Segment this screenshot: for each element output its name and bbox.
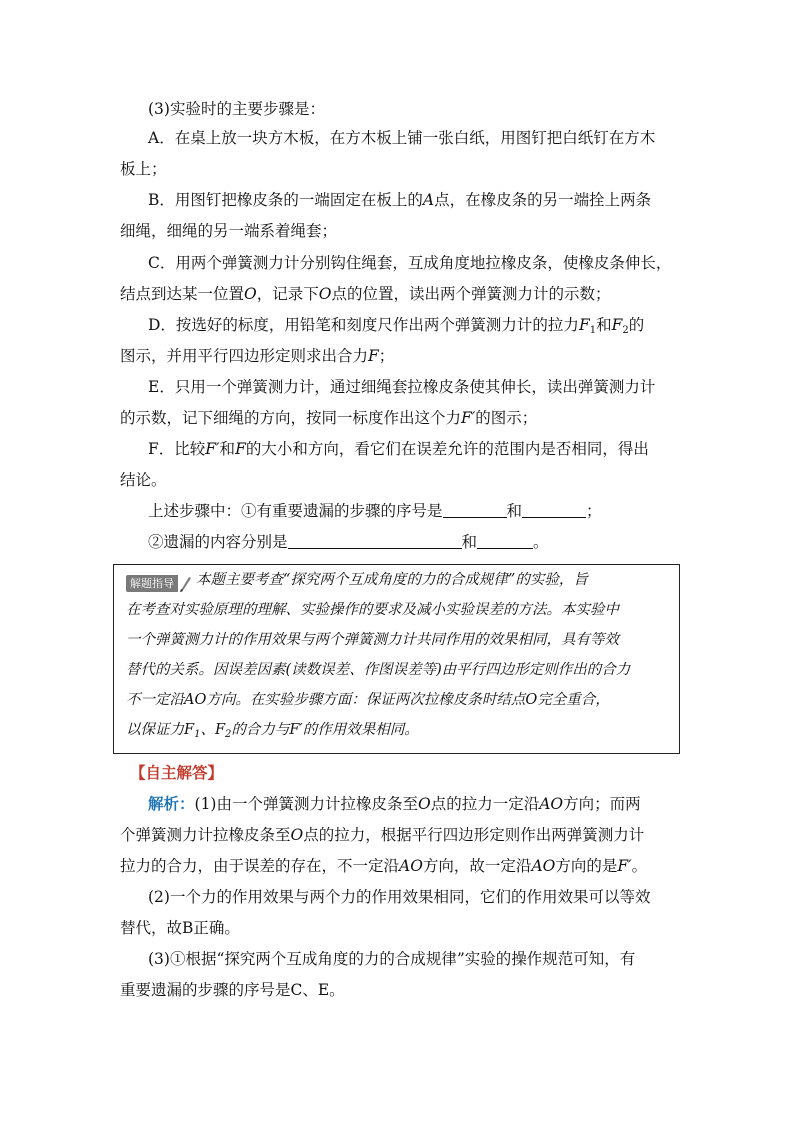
- answer-line3: [120, 855, 647, 877]
- answer-line5: 替代，故B正确。: [120, 919, 240, 937]
- text: 的大小和方向，看它们在误差允许的范围内是否相同，得出: [245, 440, 649, 458]
- answer-line2: [120, 824, 644, 846]
- step-e-line1: E．只用一个弹簧测力计，通过细绳套拉橡皮条使其伸长，读出弹簧测力计: [148, 378, 656, 396]
- answer-blank[interactable]: [477, 532, 533, 549]
- question-1: [148, 500, 602, 522]
- answer-line4: (2)一个力的作用效果与两个力的作用效果相同，它们的作用效果可以等效: [148, 888, 651, 906]
- question-2: [148, 531, 549, 553]
- answer-line1: [148, 793, 641, 815]
- text: 和: [506, 502, 523, 520]
- text: 的图示；: [475, 409, 538, 427]
- text: 的合力与F′的作用效果相同。: [231, 722, 419, 738]
- text: 方向；而两: [563, 795, 641, 813]
- text: 的示数，记下细绳的方向，按同一标度作出这个力: [120, 409, 462, 427]
- var-o: O: [290, 826, 304, 844]
- text: 结点到达某一位置: [120, 285, 245, 303]
- var-a: A: [422, 191, 435, 209]
- text: 方向，故一定沿: [422, 857, 532, 875]
- text: ②遗漏的内容分别是: [148, 533, 288, 551]
- answer-blank[interactable]: [522, 501, 586, 518]
- var-ao: AO: [539, 795, 564, 813]
- var-o: O: [244, 285, 257, 303]
- var-f: F: [578, 316, 590, 334]
- self-answer-heading: [130, 762, 223, 784]
- text: D．按选好的标度，用铅笔和刻度尺作出两个弹簧测力计的拉力: [148, 316, 579, 334]
- var-f: F: [235, 440, 246, 458]
- step-b-line1: [148, 189, 651, 211]
- step-a-line2: 板上；: [120, 160, 167, 178]
- text: 点的位置，读出两个弹簧测力计的示数；: [331, 285, 611, 303]
- text: ；: [378, 347, 395, 365]
- steps-intro: (3)实验时的主要步骤是：: [148, 100, 325, 118]
- var-f: F: [611, 316, 623, 334]
- text: 点的拉力，根据平行四边形定则作出两弹簧测力计: [303, 826, 645, 844]
- var-f: F: [368, 347, 379, 365]
- text: B．用图钉把橡皮条的一端固定在板上的: [148, 191, 423, 209]
- text: 点的拉力一定沿: [430, 795, 540, 813]
- text: 和: [596, 316, 612, 334]
- step-e-line2: [120, 407, 537, 429]
- var-f-prime: F′: [617, 857, 632, 875]
- guide-line4: 替代的关系。因误差因素(读数误差、作图误差等)由平行四边形定则作出的合力: [126, 662, 631, 678]
- answer-line6: (3)①根据“探究两个互成角度的力的合成规律”实验的操作规范可知，有: [148, 950, 636, 968]
- var-f: F: [214, 722, 225, 738]
- guide-line1: [126, 570, 588, 593]
- step-f-line1: [148, 438, 649, 460]
- step-d-line1: [148, 314, 644, 342]
- guide-badge-label: 解题指导: [126, 575, 178, 592]
- text: 以保证力: [126, 722, 184, 738]
- subscript: 2: [225, 729, 232, 740]
- guide-line2: 在考查对实验原理的理解、实验操作的要求及减小实验误差的方法。本实验中: [126, 602, 619, 618]
- step-b-line2: 细绳，细绳的另一端系着绳套；: [120, 222, 338, 240]
- var-ao: AO: [531, 857, 556, 875]
- answer-blank[interactable]: [443, 501, 507, 518]
- subscript: 1: [589, 325, 597, 336]
- text: 拉力的合力，由于误差的存在，不一定沿: [120, 857, 400, 875]
- answer-blank[interactable]: [288, 532, 462, 549]
- pen-icon: [178, 575, 192, 593]
- text: 图示，并用平行四边形定则求出合力: [120, 347, 369, 365]
- text: 本题主要考查“探究两个互成角度的力的合成规律”的实验，旨: [196, 572, 588, 588]
- text: 和: [461, 533, 478, 551]
- text: 。: [631, 857, 648, 875]
- text: F．比较: [148, 440, 206, 458]
- step-c-line2: [120, 283, 610, 305]
- text: 的: [628, 316, 645, 334]
- subscript: 2: [622, 325, 629, 336]
- subscript: 1: [194, 729, 201, 740]
- text: ，记录下: [256, 285, 319, 303]
- text: 。: [533, 533, 549, 551]
- step-f-line2: 结论。: [120, 471, 167, 489]
- step-c-line1: C．用两个弹簧测力计分别钩住绳套，互成角度地拉橡皮条，使橡皮条伸长，: [148, 254, 672, 272]
- guide-badge: [126, 575, 192, 593]
- text: 点，在橡皮条的另一端拴上两条: [434, 191, 652, 209]
- var-f-prime: F′: [461, 409, 476, 427]
- text: 、: [200, 722, 215, 738]
- text: 个弹簧测力计拉橡皮条至: [120, 826, 291, 844]
- text: 方向的是: [555, 857, 618, 875]
- solution-guide-box: [113, 564, 680, 754]
- guide-line6: [126, 720, 419, 745]
- var-ao: AO: [399, 857, 423, 875]
- text: 和: [219, 440, 236, 458]
- text: ；: [586, 502, 602, 520]
- var-f-prime: F′: [205, 440, 220, 458]
- var-o: O: [318, 285, 332, 303]
- step-d-line2: [120, 345, 394, 367]
- heading-text: 【自主解答】: [130, 763, 224, 782]
- guide-line3: 一个弹簧测力计的作用效果与两个弹簧测力计共同作用的效果相同，具有等效: [126, 632, 619, 648]
- analysis-label: 解析：: [148, 794, 195, 813]
- text: (1)由一个弹簧测力计拉橡皮条至: [194, 795, 418, 813]
- guide-line5: 不一定沿AO方向。在实验步骤方面：保证两次拉橡皮条时结点O完全重合，: [126, 692, 610, 708]
- var-f: F: [184, 722, 195, 738]
- text: 上述步骤中：①有重要遗漏的步骤的序号是: [148, 502, 443, 520]
- answer-line7: 重要遗漏的步骤的序号是C、E。: [120, 981, 345, 999]
- var-o: O: [417, 795, 431, 813]
- step-a-line1: A．在桌上放一块方木板，在方木板上铺一张白纸，用图钉把白纸钉在方木: [148, 129, 656, 147]
